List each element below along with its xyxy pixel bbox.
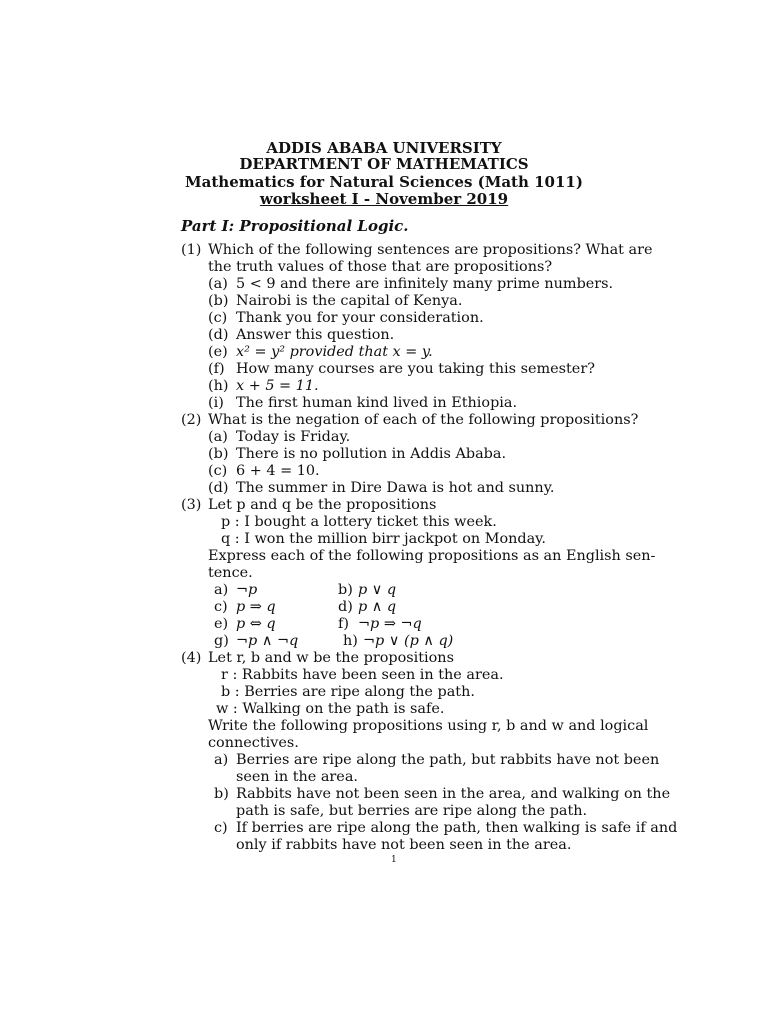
q1-item-text: x + 5 = 11. bbox=[236, 378, 319, 394]
q3-text: Let p and q be the propositions bbox=[208, 497, 437, 513]
q4-r-definition: r : Rabbits have been seen in the area. bbox=[221, 667, 504, 683]
q2-item-label: (d) bbox=[208, 480, 229, 496]
q2-item-label: (c) bbox=[208, 463, 228, 479]
q3-item-label: d) bbox=[338, 599, 353, 615]
q4-item-label: b) bbox=[214, 786, 229, 802]
q4-w-definition: w : Walking on the path is safe. bbox=[216, 701, 445, 717]
q3-item-label: h) bbox=[343, 633, 358, 649]
course-title: Mathematics for Natural Sciences (Math 1011) bbox=[185, 173, 583, 191]
q4-number: (4) bbox=[181, 650, 202, 666]
q1-item-label: (d) bbox=[208, 327, 229, 343]
q3-express-line1: Express each of the following propositions as an English sen- bbox=[208, 548, 656, 564]
q3-item-label: b) bbox=[338, 582, 353, 598]
q1-text-line1: Which of the following sentences are propositions? What are bbox=[208, 242, 653, 258]
q1-item-text: Thank you for your consideration. bbox=[236, 310, 484, 326]
q3-item-formula: ¬p ∧ ¬q bbox=[236, 633, 299, 649]
q3-q-definition: q : I won the million birr jackpot on Monday. bbox=[221, 531, 546, 547]
q1-item-label: (a) bbox=[208, 276, 228, 292]
q4-item-line2: only if rabbits have not been seen in the area. bbox=[236, 837, 572, 853]
q1-item-label: (e) bbox=[208, 344, 228, 360]
q3-item-formula: ¬p bbox=[236, 582, 258, 598]
q1-item-text: 5 < 9 and there are infinitely many prime numbers. bbox=[236, 276, 614, 292]
q1-text-line2: the truth values of those that are propositions? bbox=[208, 259, 553, 275]
q1-item-text: Answer this question. bbox=[236, 327, 395, 343]
q1-item-label: (i) bbox=[208, 395, 224, 411]
q3-item-formula: ¬p ∨ (p ∧ q) bbox=[363, 633, 454, 649]
q1-item-text: The first human kind lived in Ethiopia. bbox=[236, 395, 518, 411]
q2-item-label: (b) bbox=[208, 446, 229, 462]
q4-item-line2: seen in the area. bbox=[236, 769, 358, 785]
part-title: Part I: Propositional Logic. bbox=[181, 217, 409, 235]
q2-item-text: There is no pollution in Addis Ababa. bbox=[236, 446, 507, 462]
q2-item-text: 6 + 4 = 10. bbox=[236, 463, 320, 479]
worksheet-title-text: worksheet I - November 2019 bbox=[259, 190, 509, 208]
q3-item-formula: p ⇔ q bbox=[236, 616, 276, 632]
q3-item-formula: ¬p ⇒ ¬q bbox=[358, 616, 422, 632]
q4-write-line2: connectives. bbox=[208, 735, 299, 751]
q3-item-label: g) bbox=[214, 633, 229, 649]
q1-item-text: Nairobi is the capital of Kenya. bbox=[236, 293, 463, 309]
q4-b-definition: b : Berries are ripe along the path. bbox=[221, 684, 475, 700]
q3-item-formula: p ∧ q bbox=[358, 599, 397, 615]
q2-text: What is the negation of each of the following propositions? bbox=[208, 412, 639, 428]
page-number: 1 bbox=[391, 855, 397, 865]
q1-item-label: (b) bbox=[208, 293, 229, 309]
q4-text: Let r, b and w be the propositions bbox=[208, 650, 454, 666]
q3-item-label: a) bbox=[214, 582, 229, 598]
university-name: ADDIS ABABA UNIVERSITY bbox=[266, 139, 502, 157]
q2-item-label: (a) bbox=[208, 429, 228, 445]
q2-item-text: The summer in Dire Dawa is hot and sunny. bbox=[236, 480, 555, 496]
q1-item-label: (f) bbox=[208, 361, 225, 377]
worksheet-title bbox=[0, 191, 768, 208]
q1-item-label: (h) bbox=[208, 378, 229, 394]
q4-write-line1: Write the following propositions using r, b and w and logical bbox=[208, 718, 649, 734]
q2-number: (2) bbox=[181, 412, 202, 428]
q4-item-line2: path is safe, but berries are ripe along the path. bbox=[236, 803, 588, 819]
q4-item-line1: If berries are ripe along the path, then walking is safe if and bbox=[236, 820, 678, 836]
q3-item-formula: p ⇒ q bbox=[236, 599, 276, 615]
q4-item-line1: Berries are ripe along the path, but rabbits have not been bbox=[236, 752, 660, 768]
q3-express-line2: tence. bbox=[208, 565, 253, 581]
q4-item-label: c) bbox=[214, 820, 228, 836]
q3-number: (3) bbox=[181, 497, 202, 513]
q1-item-text: How many courses are you taking this semester? bbox=[236, 361, 595, 377]
q4-item-label: a) bbox=[214, 752, 229, 768]
q3-item-label: e) bbox=[214, 616, 229, 632]
q3-item-label: f) bbox=[338, 616, 349, 632]
q1-item-text: x² = y² provided that x = y. bbox=[236, 344, 433, 360]
q3-item-formula: p ∨ q bbox=[358, 582, 397, 598]
q1-item-label: (c) bbox=[208, 310, 228, 326]
q3-item-label: c) bbox=[214, 599, 228, 615]
department-name: DEPARTMENT OF MATHEMATICS bbox=[239, 155, 529, 173]
q1-number: (1) bbox=[181, 242, 202, 258]
q3-p-definition: p : I bought a lottery ticket this week. bbox=[221, 514, 497, 530]
q2-item-text: Today is Friday. bbox=[236, 429, 351, 445]
q4-item-line1: Rabbits have not been seen in the area, and walking on the bbox=[236, 786, 671, 802]
